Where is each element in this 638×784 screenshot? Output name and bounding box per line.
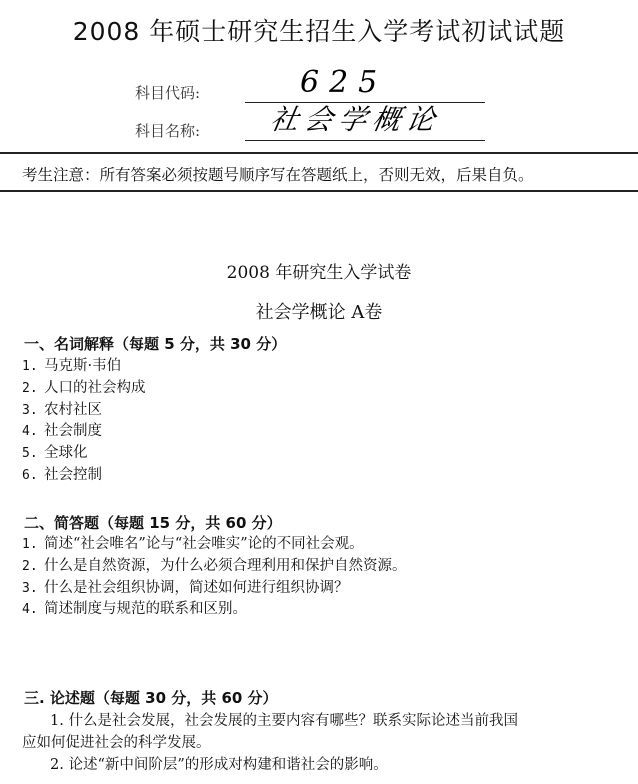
list-item: [22, 378, 146, 400]
item-text: 什么是社会组织协调，简述如何进行组织协调？: [44, 579, 349, 596]
item-text: 农村社区: [44, 401, 102, 418]
list-item: [22, 421, 146, 443]
section-3-heading: 三. 论述题（每题 30 分，共 60 分）: [24, 689, 278, 707]
notice-top-rule: [0, 152, 638, 154]
subject-code-handwritten: 625: [300, 65, 388, 100]
notice-bottom-rule: [0, 190, 638, 192]
item-number: 1.: [22, 537, 38, 552]
exam-subtitle: 社会学概论 A卷: [255, 302, 383, 323]
exam-main-title: 2008 年硕士研究生招生入学考试初试试题: [72, 17, 566, 46]
item-number: 6.: [22, 467, 38, 483]
section-1-heading: 一、名词解释（每题 5 分，共 30 分）: [24, 335, 287, 353]
item-number: 2.: [22, 380, 38, 396]
item-text: 社会控制: [44, 466, 102, 483]
list-item: [22, 599, 407, 621]
item-number: 4.: [22, 424, 38, 440]
item-number: 4.: [22, 602, 38, 618]
item-text: 全球化: [44, 445, 88, 462]
item-number: 2.: [22, 558, 38, 574]
item-text: 什么是自然资源，为什么必须合理利用和保护自然资源。: [44, 557, 407, 574]
section-2-heading: 二、简答题（每题 15 分，共 60 分）: [24, 514, 282, 532]
item-text: 简述“社会唯名”论与“社会唯实”论的不同社会观。: [44, 536, 364, 552]
item-text: 人口的社会构成: [44, 379, 146, 396]
list-item: [22, 443, 146, 465]
section-3-question-2: 2. 论述“新中间阶层”的形成对构建和谐社会的影响。: [50, 757, 388, 773]
exam-title: 2008 年研究生入学试卷: [226, 263, 412, 283]
subject-name-field: [245, 103, 485, 141]
candidate-notice: 考生注意：所有答案必须按题号顺序写在答题纸上，否则无效，后果自负。: [22, 166, 534, 184]
section-2-list: [22, 534, 407, 621]
list-item: [22, 556, 407, 578]
question-1-line-2: 应如何促进社会的科学发展。: [22, 735, 211, 751]
list-item: [22, 534, 407, 556]
section-3-question-1: [22, 710, 622, 754]
list-item: [22, 356, 146, 378]
item-number: 5.: [22, 446, 38, 462]
subject-name-row: [135, 103, 485, 141]
list-item: [22, 465, 146, 487]
section-1-list: [22, 356, 146, 487]
item-number: 3.: [22, 580, 38, 596]
list-item: [22, 578, 407, 600]
item-number: 1.: [22, 359, 38, 374]
item-number: 3.: [22, 402, 38, 418]
item-text: 简述制度与规范的联系和区别。: [44, 601, 247, 618]
item-text: 马克斯·韦伯: [44, 358, 122, 374]
subject-name-label: 科目名称:: [135, 122, 201, 140]
item-text: 社会制度: [44, 423, 102, 440]
subject-code-label: 科目代码:: [135, 84, 201, 102]
question-1-line-1: 1. 什么是社会发展，社会发展的主要内容有哪些？联系实际论述当前我国: [50, 713, 518, 729]
list-item: [22, 400, 146, 422]
subject-name-handwritten: 社会学概论: [267, 103, 444, 136]
